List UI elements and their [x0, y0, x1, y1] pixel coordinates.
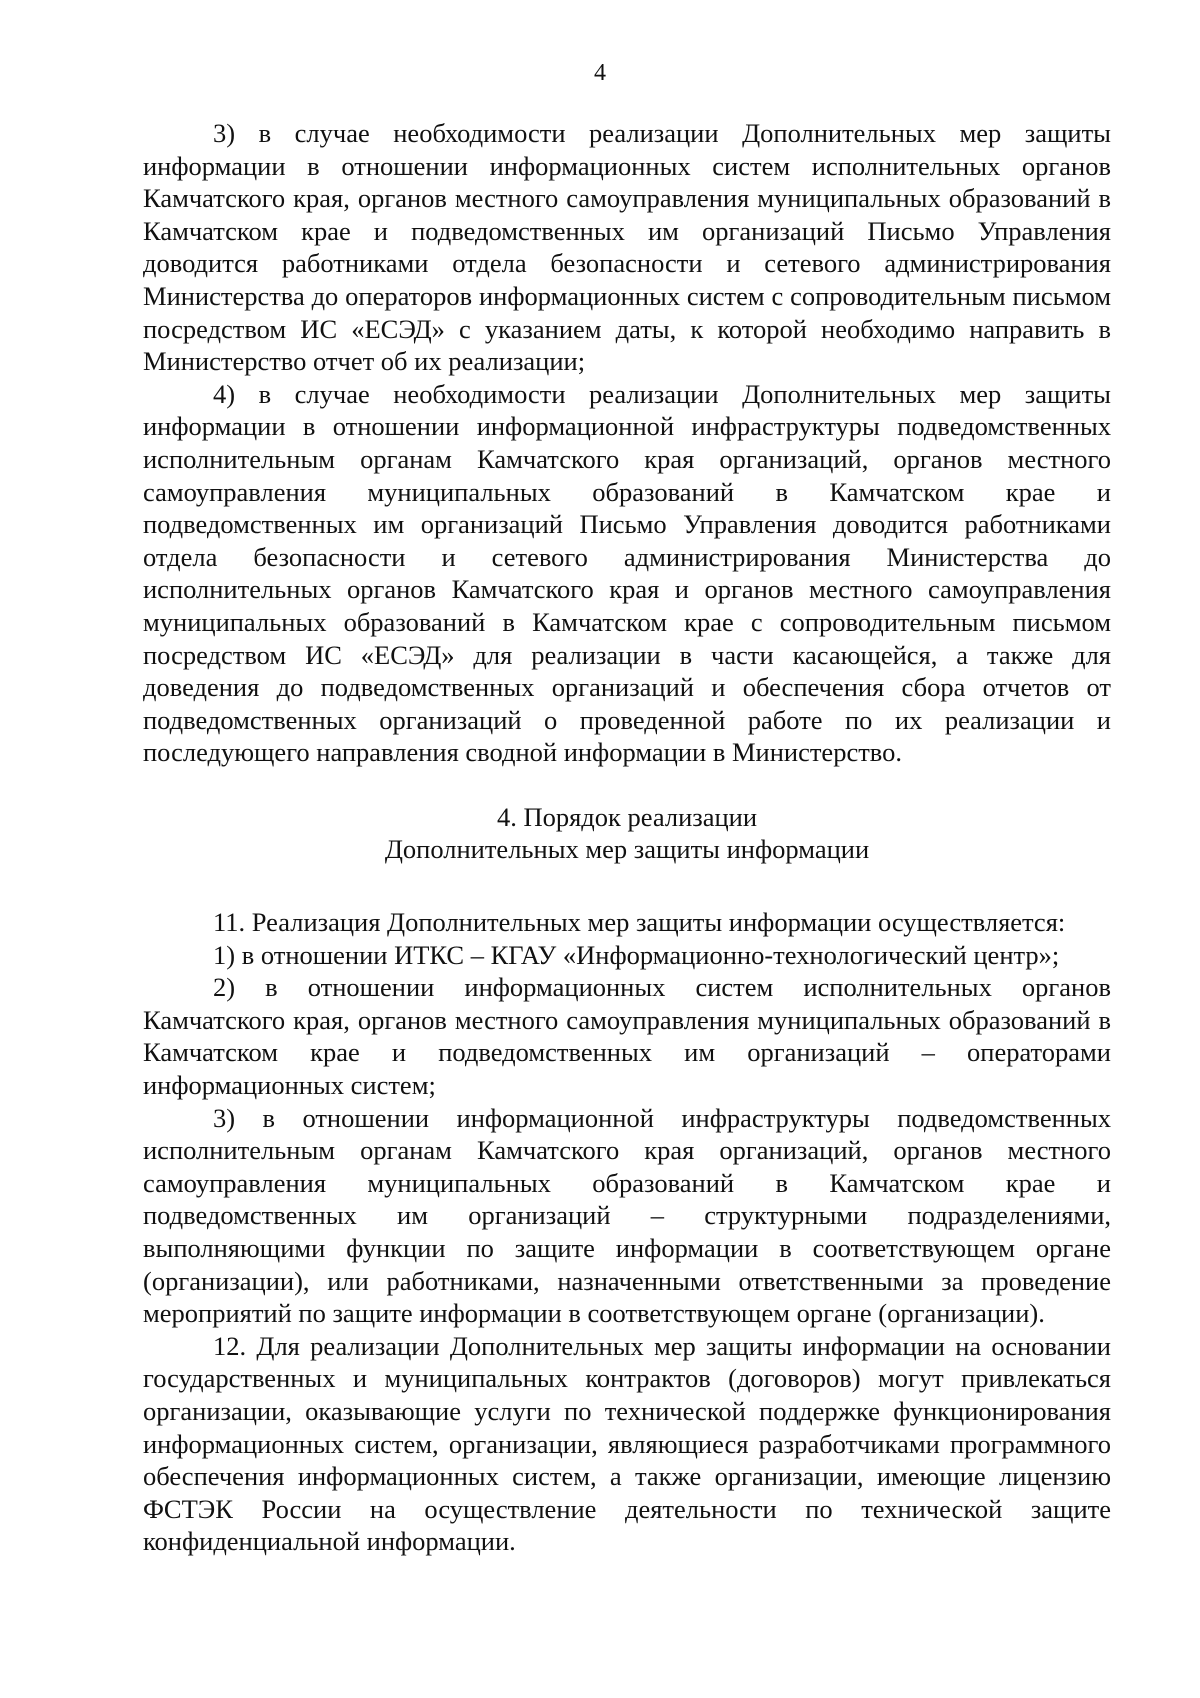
section-heading-line-2: Дополнительных мер защиты информации [384, 834, 870, 865]
paragraph-clause-11-item-3: 3) в отношении информационной инфраструктуры подведомственных исполнительным органам Камчатского края организаций, органов местного самоуправления муниципальных образований в Камчатском крае и подведомственных им организаций – структурными подразделениями, выполняющими функции по защите информации в соответствующем органе (организации), или работниками, назначенными ответственными за проведение мероприятий по защите информации в соответствующем органе (организации). [143, 1102, 1111, 1329]
paragraph-item-4: 4) в случае необходимости реализации Дополнительных мер защиты информации в отношении информационной инфраструктуры подведомственных исполнительным органам Камчатского края организаций, органов местного самоуправления муниципальных образований в Камчатском крае и подведомственных им организаций Письмо Управления доводится работниками отдела безопасности и сетевого администрирования Министерства до исполнительных органов Камчатского края и органов местного самоуправления муниципальных образований в Камчатском крае с сопроводительным письмом посредством ИС «ЕСЭД» для реализации в части касающейся, а также для доведения до подведомственных организаций и обеспечения сбора отчетов от подведомственных организаций о проведенной работе по их реализации и последующего направления сводной информации в Министерство. [143, 378, 1111, 768]
paragraph-clause-11: 11. Реализация Дополнительных мер защиты информации осуществляется: [213, 907, 1066, 938]
paragraph-clause-12: 12. Для реализации Дополнительных мер защиты информации на основании государственных и муниципальных контрактов (договоров) могут привлекаться организации, оказывающие услуги по технической поддержке функционирования информационных систем, организации, являющиеся разработчиками программного обеспечения информационных систем, а также организации, имеющие лицензию ФСТЭК России на осуществление деятельности по технической защите конфиденциальной информации. [143, 1330, 1111, 1557]
paragraph-clause-11-item-1: 1) в отношении ИТКС – КГАУ «Информационно-технологический центр»; [213, 939, 1060, 970]
section-heading [143, 801, 1111, 866]
paragraph-clause-11-item-2: 2) в отношении информационных систем исполнительных органов Камчатского края, органов местного самоуправления муниципальных образований в Камчатском крае и подведомственных им организаций – операторами информационных систем; [143, 972, 1111, 1101]
document-body [143, 117, 1111, 1558]
section-heading-line-1: 4. Порядок реализации [496, 801, 758, 832]
paragraph-item-3: 3) в случае необходимости реализации Дополнительных мер защиты информации в отношении информационных систем исполнительных органов Камчатского края, органов местного самоуправления муниципальных образований в Камчатском крае и подведомственных им организаций Письмо Управления доводится работниками отдела безопасности и сетевого администрирования Министерства до операторов информационных систем с сопроводительным письмом посредством ИС «ЕСЭД» с указанием даты, к которой необходимо направить в Министерство отчет об их реализации; [143, 118, 1111, 377]
page-number: 4 [594, 60, 606, 86]
